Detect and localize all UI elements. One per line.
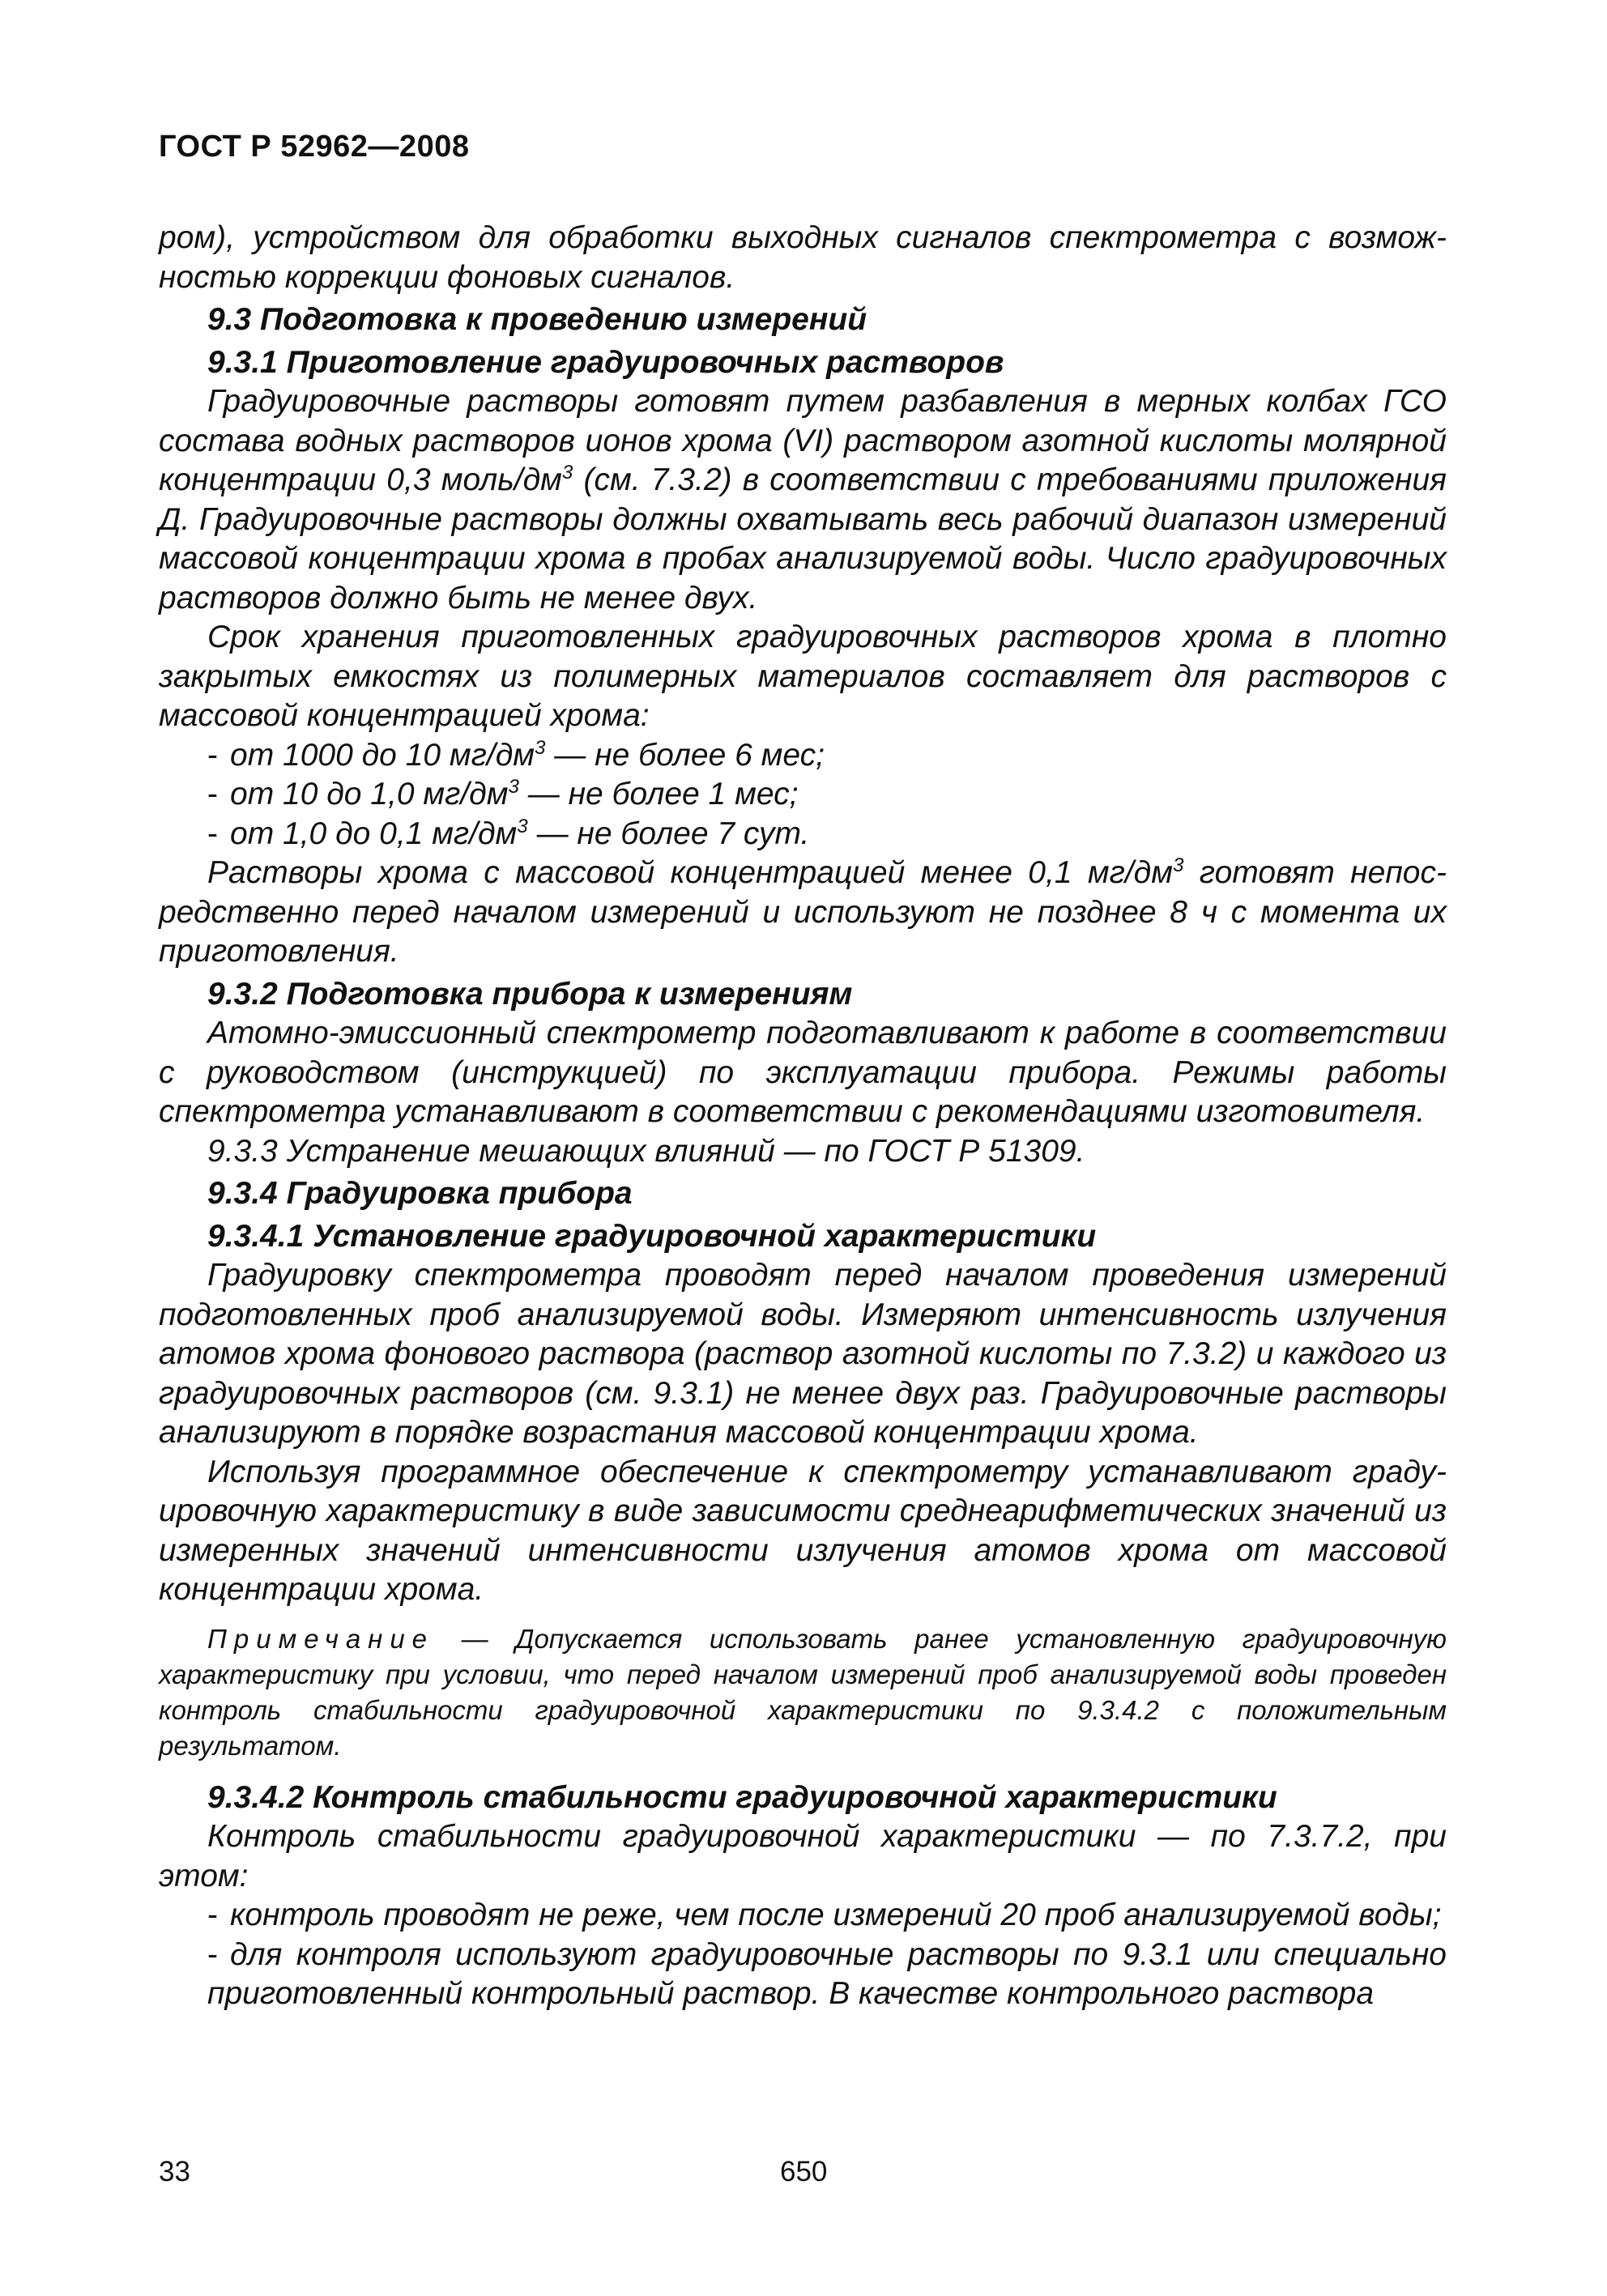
paragraph-instrument-prep: Атомно-эмиссионный спектрометр подготавливают к работе в соответствии с руководством (инструкцией) по эксплуатации прибора. Режимы работы спектрометра устанавливают в соответствии с рекомендациями изготовителя.	[159, 1016, 1447, 1129]
paragraph-continuation: ром), устройством для обработки выходных сигналов спектрометра с возможностью коррекции фоновых сигналов.	[159, 220, 1447, 295]
document-header: ГОСТ Р 52962—2008	[159, 130, 470, 164]
section-heading-9-3-4: 9.3.4 Градуировка прибора	[207, 1176, 633, 1211]
center-page-number: 650	[780, 2156, 828, 2187]
paragraph-stability-control: Контроль стабильности градуировочной характеристики — по 7.3.7.2, при этом:	[159, 1819, 1447, 1893]
section-heading-9-3-2: 9.3.2 Подготовка прибора к измерениям	[207, 976, 853, 1012]
list-item: - контроль проводят не реже, чем после измерений 20 проб анализируемой воды;	[207, 1898, 1442, 1932]
paragraph-storage-term: Срок хранения приготовленных градуировочных растворов хрома в плотно закрытых емкостях из полимерных материалов составляет для растворов с массовой концентрацией хрома:	[159, 620, 1447, 733]
paragraph-calibration-procedure: Градуировку спектрометра проводят перед началом проведения измерений подготовленных проб анализируемой воды. Измеряют интенсивность излучения атомов хрома фонового раствора (раствор азотной кислоты по 7.3.2) и каждого из градуировочных растворов (см. 9.3.1) не менее двух раз. Градуировочные растворы анализируют в порядке возрастания массовой концентрации хрома.	[159, 1258, 1447, 1450]
paragraph-calibration-software: Используя программное обеспечение к спектрометру устанавливают градуировочную характеристику в виде зависимости среднеарифметических значений из измеренных значений интенсивности излучения атомов хрома от массовой концентрации хрома.	[159, 1454, 1447, 1607]
section-heading-9-3-4-2: 9.3.4.2 Контроль стабильности градуировочной характеристики	[207, 1779, 1277, 1815]
list-item: - от 10 до 1,0 $мг/дм^3$ — не более 1 мес;	[207, 776, 799, 811]
section-heading-9-3: 9.3 Подготовка к проведению измерений	[207, 302, 867, 337]
paragraph-9-3-3: 9.3.3 Устранение мешающих влияний — по ГОСТ Р 51309.	[207, 1133, 1085, 1169]
list-item: - от 1000 до 10 $мг/дм^3$ — не более 6 мес;	[207, 736, 825, 773]
note-text: — Допускается использовать ранее установленную градуировочную характеристику при условии, что перед началом измерений проб анализируемой воды проведен контроль стабильности градуировочной характеристики по 9.3.4.2 с положительным результатом.	[159, 1623, 1447, 1761]
list-item: - от 1,0 до 0,1 $мг/дм^3$ — не более 7 сут.	[207, 815, 810, 851]
document-body	[159, 219, 1447, 2014]
page-number: 33	[159, 2156, 190, 2187]
note	[159, 1621, 1447, 1764]
section-heading-9-3-4-1: 9.3.4.1 Установление градуировочной характеристики	[207, 1218, 1097, 1254]
note-label: Примечание	[207, 1623, 435, 1654]
paragraph-low-concentration: Растворы хрома с массовой концентрацией менее 0,1 $мг/дм^3$ готовят непосредственно перед началом измерений и используют не позднее 8 ч с момента их приготовления.	[159, 854, 1447, 969]
section-heading-9-3-1: 9.3.1 Приготовление градуировочных растворов	[207, 344, 1004, 380]
paragraph-calibration-solutions: Градуировочные растворы готовят путем разбавления в мерных колбах ГСО состава водных растворов ионов хрома (VI) раствором азотной кислоты молярной концентрации 0,3 моль/$дм^3$ (см. 7.3.2) в соответствии с требованиями приложения Д. Градуировочные растворы должны охватывать весь рабочий диапазон измерений массовой концентрации хрома в пробах анализируемой воды. Число градуировочных растворов должно быть не менее двух.	[159, 384, 1447, 616]
list-item: - для контроля используют градуировочные растворы по 9.3.1 или специально приготовленный контрольный раствор. В качестве контрольного раствора	[207, 1936, 1447, 2011]
